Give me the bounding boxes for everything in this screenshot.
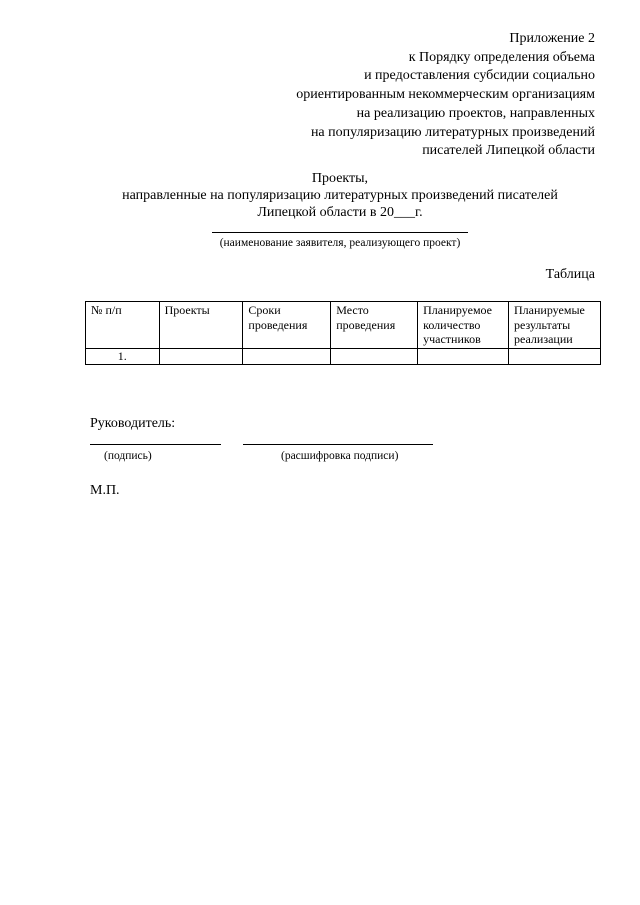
signature-line <box>90 444 221 445</box>
document-title <box>60 170 620 221</box>
appendix-line: к Порядку определения объема <box>408 49 595 65</box>
title-line: направленные на популяризацию литературных произведений писателей <box>122 188 558 203</box>
table-cell <box>331 349 418 365</box>
appendix-line: на популяризацию литературных произведений <box>310 124 595 140</box>
column-header-dates: Сроки проведения <box>243 302 331 349</box>
table-cell: 1. <box>86 349 160 365</box>
appendix-line: и предоставления субсидии социально <box>364 68 595 84</box>
table-label: Таблица <box>545 267 595 282</box>
projects-table <box>85 301 601 365</box>
column-header-number: № п/п <box>86 302 160 349</box>
applicant-caption: (наименование заявителя, реализующего проект) <box>219 237 461 249</box>
decoding-caption: (расшифровка подписи) <box>281 450 399 462</box>
table-cell <box>159 349 243 365</box>
applicant-block <box>60 222 620 249</box>
decoding-line <box>243 444 433 445</box>
table-row <box>86 349 601 365</box>
column-header-place: Место проведения <box>331 302 418 349</box>
appendix-line: Приложение 2 <box>509 31 595 46</box>
appendix-header <box>175 30 595 161</box>
appendix-line: ориентированным некоммерческим организациям <box>296 87 595 103</box>
title-line: Проекты, <box>311 171 369 186</box>
column-header-projects: Проекты <box>159 302 243 349</box>
table-cell <box>243 349 331 365</box>
appendix-line: на реализацию проектов, направленных <box>356 105 595 121</box>
table-header-row <box>86 302 601 349</box>
table-cell <box>509 349 601 365</box>
signature-caption: (подпись) <box>104 450 152 462</box>
appendix-line: писателей Липецкой области <box>422 143 595 159</box>
title-line: Липецкой области в 20___г. <box>257 205 423 220</box>
column-header-participants: Планируемое количество участников <box>418 302 509 349</box>
applicant-name-line <box>212 222 468 233</box>
column-header-results: Планируемые результаты реализации <box>509 302 601 349</box>
stamp-label: М.П. <box>90 483 120 498</box>
head-label: Руководитель: <box>90 416 176 431</box>
table-cell <box>418 349 509 365</box>
